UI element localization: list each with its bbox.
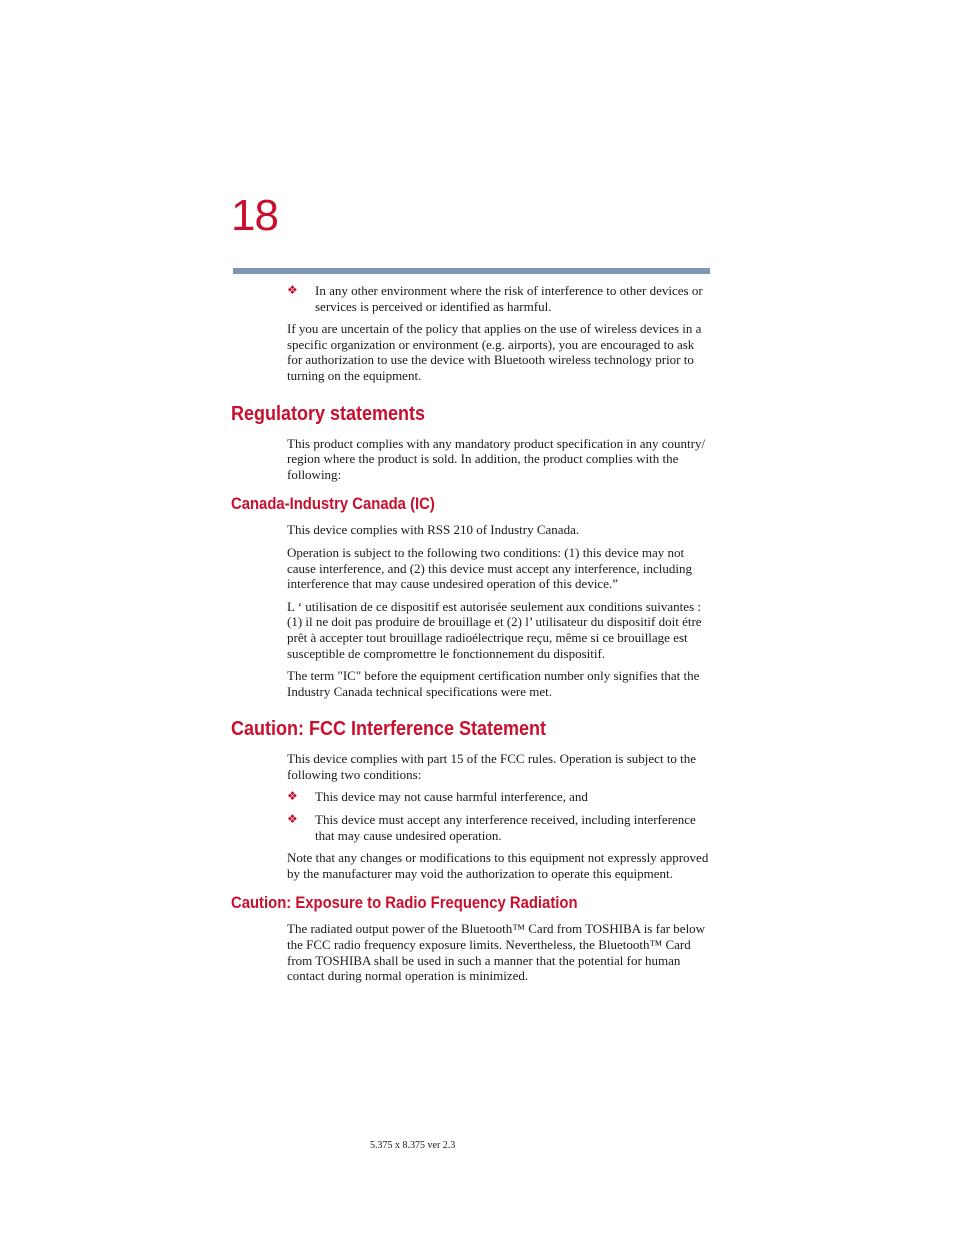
canada-paragraph-3: L ‘ utilisation de ce dispositif est autorisée seulement aux conditions suivantes : (1) il ne doit pas produire de brouillage et (2) l’ utilisateur du dispositif doit étre prêt à accepter tout brouillage radioélectrique reçu, même si ce brouillage est susceptible de compromettre le fonctionnement du dispositif. [287, 598, 702, 661]
page-number: 18 [231, 191, 278, 240]
heading-canada-industry: Canada-Industry Canada (IC) [231, 495, 435, 514]
fcc-paragraph-2: Note that any changes or modifications to this equipment not expressly approved by the manufacturer may void the authorization to operate this equipment. [287, 850, 709, 881]
intro-paragraph: If you are uncertain of the policy that applies on the use of wireless devices in a specific organization or environment (e.g. airports), you are encouraged to ask for authorization to use the device with Bluetooth wireless technology prior to turning on the equipment. [287, 321, 702, 383]
list-item [287, 812, 711, 843]
page-content [231, 283, 711, 991]
canada-block [287, 522, 711, 699]
intro-block [287, 283, 711, 384]
footer-version: 5.375 x 8.375 ver 2.3 [370, 1140, 456, 1151]
fcc-paragraph-1: This device complies with part 15 of the FCC rules. Operation is subject to the following two conditions: [287, 751, 697, 782]
rf-block [287, 921, 711, 983]
diamond-bullet-icon: ❖ [287, 789, 298, 804]
rf-paragraph: The radiated output power of the Bluetooth™ Card from TOSHIBA is far below the FCC radio frequency exposure limits. Nevertheless, the Bluetooth™ Card from TOSHIBA shall be used in such a manner that the potential for human contact during normal operation is minimized. [287, 921, 706, 984]
heading-regulatory-statements: Regulatory statements [231, 402, 426, 425]
diamond-bullet-icon: ❖ [287, 283, 298, 297]
canada-paragraph-2: Operation is subject to the following two conditions: (1) this device may not cause interference, and (2) this device must accept any interference, including interference that may cause undesired operation of this device.” [287, 544, 692, 592]
fcc-block [287, 751, 711, 881]
header-rule [233, 268, 710, 274]
regulatory-paragraph: This product complies with any mandatory product specification in any country/ region where the product is sold. In addition, the product complies with the following: [287, 435, 706, 482]
canada-paragraph-1: This device complies with RSS 210 of Industry Canada. [287, 522, 580, 538]
heading-fcc-interference: Caution: FCC Interference Statement [231, 718, 547, 741]
diamond-bullet-icon: ❖ [287, 812, 298, 827]
list-item-text: In any other environment where the risk of interference to other devices or services is perceived or identified as harmful. [315, 283, 703, 314]
regulatory-block [287, 436, 711, 483]
list-item [287, 789, 711, 805]
canada-paragraph-4: The term "IC" before the equipment certification number only signifies that the Industry Canada technical specifications were met. [287, 668, 700, 699]
list-item [287, 283, 711, 314]
list-item-text: This device must accept any interference received, including interference that may cause undesired operation. [315, 812, 696, 843]
heading-rf-exposure: Caution: Exposure to Radio Frequency Radiation [231, 894, 578, 913]
list-item-text: This device may not cause harmful interference, and [315, 789, 588, 805]
